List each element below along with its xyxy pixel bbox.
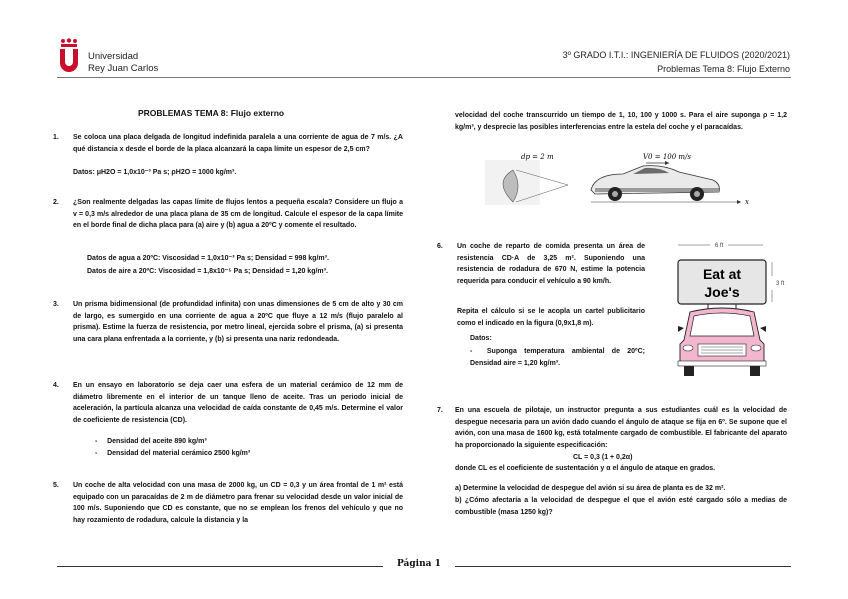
problem-7-text: En una escuela de pilotaje, un instructor pregunta a sus estudiantes cuál es la velocidad de despegue necesaria para un avión dado cuando el ángulo de ataque se fija en 6º. Se supone que el avión, con una masa de 1600 kg, está totalmente cargado de combustible. El fabricante del aparato ha proporcionado la siguiente especificación: — [455, 407, 787, 449]
problem-5-continuation: velocidad del coche transcurrido un tiempo de 1, 10, 100 y 1000 s. Para el aire suponga ρ = 1,2 kg/m³, y desprecie las posibles interferencias entre la estela del coche y el paracaídas. — [455, 112, 787, 131]
axis-label: x — [745, 198, 749, 206]
problem-number: 4. — [53, 382, 59, 389]
header-course: 3º GRADO I.T.I.: INGENIERÍA DE FLUIDOS (2020/2021) — [562, 50, 790, 60]
sign-line-2: Joe's — [704, 284, 740, 300]
problem-1-data: Datos: μH2O = 1,0x10⁻³ Pa s; ρH2O = 1000 kg/m³. — [73, 169, 237, 176]
footer-rule-right — [455, 566, 791, 567]
problem-3-text: Un prisma bidimensional (de profundidad infinita) con unas dimensiones de 5 cm de alto y 30 cm de largo, es sumergido en una corriente de agua a 20ºC que fluye a 12 m/s (flujo paralelo al prisma). Estime la fuerza de resistencia, por metro lineal, ejercida sobre el prisma, (a) si presenta una cara plana enfrentada a la corriente, y (b) si presenta una nariz redondeada. — [73, 301, 403, 343]
problem-4-data-list — [95, 436, 395, 459]
problem-number: 7. — [437, 407, 443, 414]
van-sign-figure — [668, 240, 792, 378]
problem-6-data-item: - Suponga temperatura ambiental de 20ºC; Densidad aire = 1,20 kg/m³. — [470, 348, 645, 367]
problem-number: 3. — [53, 301, 59, 308]
problem-6-text-2: Repita el cálculo si se le acopla un cartel publicitario como el indicado en la figura (0,9x1,8 m). — [457, 308, 645, 327]
problem-number: 6. — [437, 243, 443, 250]
sports-car-icon — [591, 166, 719, 201]
problem-number: 2. — [53, 199, 59, 206]
problem-7-item-a: a) Determine la velocidad de despegue del avión si su área de planta es de 32 m². — [455, 485, 726, 492]
footer-rule-left — [57, 566, 383, 567]
sign-width-label: 6 ft — [715, 243, 724, 249]
university-name: Universidad Rey Juan Carlos — [88, 51, 159, 74]
problem-2-data-air: Datos de aire a 20ºC: Viscosidad = 1,8x10⁻⁵ Pa s; Densidad = 1,20 kg/m³. — [87, 268, 328, 275]
header-subtitle: Problemas Tema 8: Flujo Externo — [657, 64, 790, 74]
problem-4-text: En un ensayo en laboratorio se deja caer una esfera de un material cerámico de 12 mm de diámetro libremente en el interior de un tanque lleno de aceite. Tras un periodo inicial de aceleración, la partícula alcanza una velocidad de caída constante de 0,45 m/s. Determine el valor de coeficiente de resistencia (CD). — [73, 382, 403, 424]
sign-line-1: Eat at — [702, 266, 742, 282]
problem-7-item-b: b) ¿Cómo afectaría a la velocidad de despegue el que el avión esté cargado sólo a medias de combustible (masa 1250 kg)? — [455, 497, 787, 516]
parachute-label: dp = 2 m — [521, 153, 554, 161]
university-logo — [58, 38, 80, 72]
page-title: PROBLEMAS TEMA 8: Flujo externo — [138, 108, 285, 118]
problem-number: 5. — [53, 482, 59, 489]
list-item: - Densidad del aceite 890 kg/m³ — [95, 438, 207, 445]
list-item: - Densidad del material cerámico 2500 kg/m³ — [95, 449, 251, 457]
problem-7-text-2: donde CL es el coeficiente de sustentación y α el ángulo de ataque en grados. — [455, 465, 716, 472]
sign-height-label: 3 ft — [776, 281, 785, 287]
problem-6-text: Un coche de reparto de comida presenta un área de resistencia CD·A de 3,25 m². Suponiendo una resistencia de rodadura de 670 N, estime la potencia requerida para conducir el vehículo a 90 km/h. — [457, 243, 645, 285]
problem-7-formula: CL = 0,3 (1 + 0,2α) — [573, 454, 633, 461]
problem-6-data-label: Datos: — [470, 335, 492, 342]
problem-2-data-water: Datos de agua a 20ºC: Viscosidad = 1,0x10⁻³ Pa s; Densidad = 998 kg/m³. — [87, 255, 329, 262]
problem-number: 1. — [53, 134, 59, 141]
problem-5-text: Un coche de alta velocidad con una masa de 2000 kg, un CD = 0,3 y un área frontal de 1 m² está equipado con un paracaídas de 2 m de diámetro para frenar su velocidad desde un valor inicial de 100 m/s. Suponiendo que CD es constante, que no se emplean los frenos del vehículo y que no hay rozamiento de rodadura, calcule la distancia y la — [73, 482, 403, 524]
velocity-label: V0 = 100 m/s — [643, 153, 691, 161]
car-parachute-figure — [483, 150, 753, 208]
problem-1-text: Se coloca una placa delgada de longitud indefinida paralela a una corriente de agua de 7 m/s. ¿A qué distancia x desde el borde de la placa alcanzará la capa límite un espesor de 2,5 cm? — [73, 134, 403, 153]
header-rule — [57, 77, 791, 78]
page-number: Página 1 — [397, 559, 441, 569]
problem-2-text: ¿Son realmente delgadas las capas límite de flujos lentos a pequeña escala? Considere un flujo a v = 0,3 m/s alrededor de una placa plana de 35 cm de longitud. Calcule el espesor de la capa límite en el borde final de dicha placa para (a) aire y (b) agua a 20ºC y comente el resultado. — [73, 199, 403, 230]
van-icon — [678, 308, 766, 376]
